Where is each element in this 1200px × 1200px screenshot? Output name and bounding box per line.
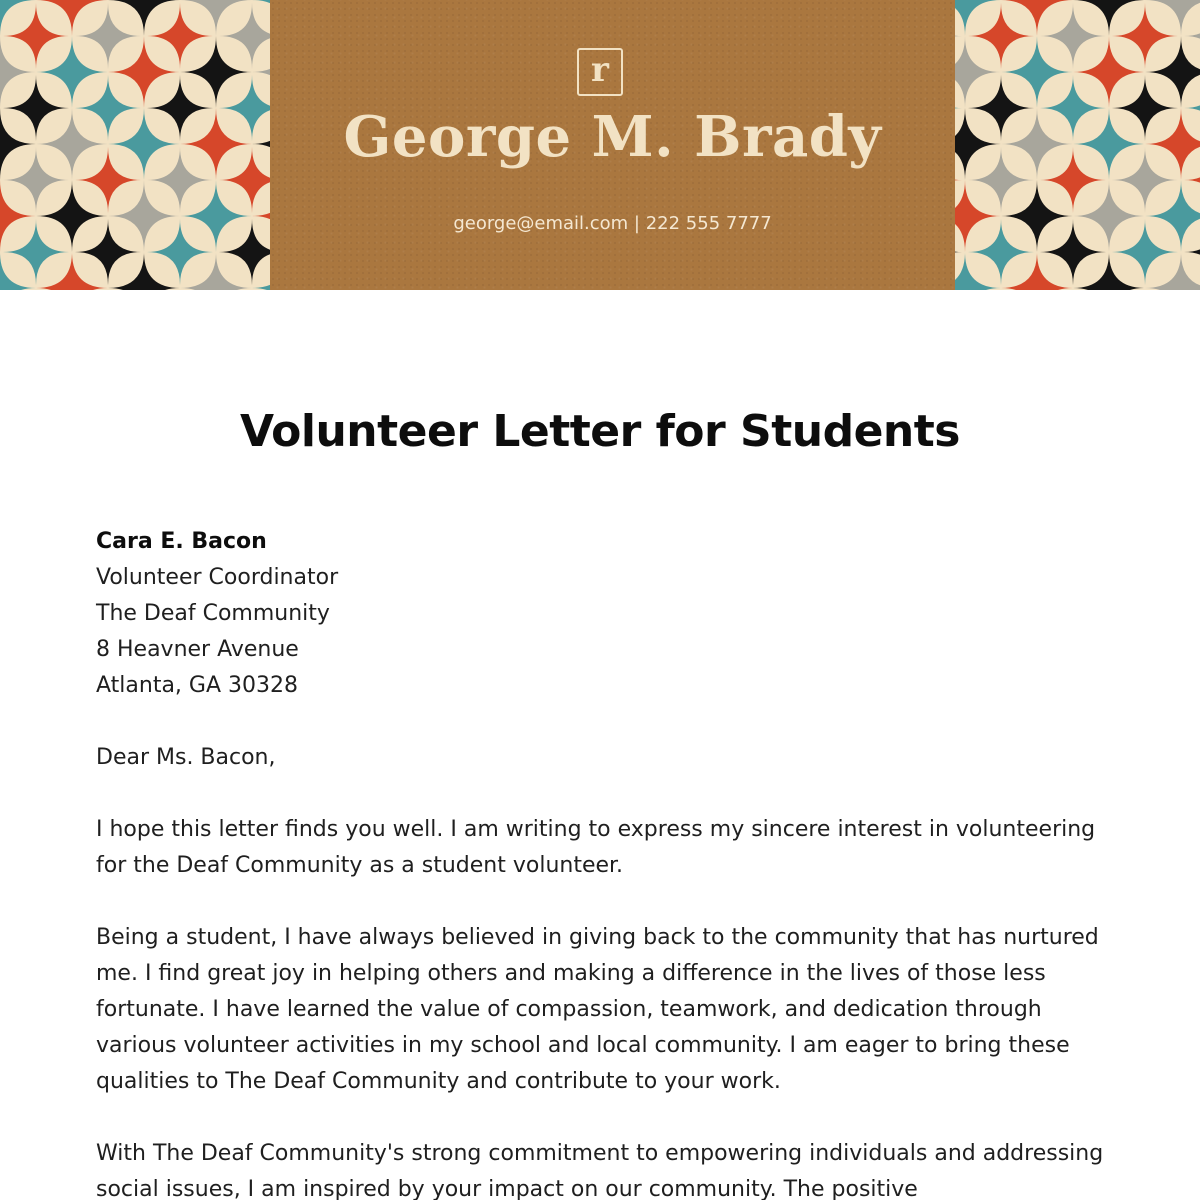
paragraph: With The Deaf Community's strong commitment to empowering individuals and addressing social issues, I am inspired by your impact on our community. The positive bbox=[96, 1141, 1104, 1200]
logo-letter: r bbox=[591, 50, 609, 90]
paragraph: I hope this letter finds you well. I am writing to express my sincere interest in volunteering for the Deaf Community as a student volunteer. bbox=[96, 817, 1096, 878]
paragraph: Being a student, I have always believed in giving back to the community that has nurtured me. I find great joy in helping others and making a difference in the lives of those less fortunate. I have learned the value of compassion, teamwork, and dedication through various volunteer activities in my school and local community. I am eager to bring these qualities to The Deaf Community and contribute to your work. bbox=[96, 925, 1099, 1094]
salutation: Dear Ms. Bacon, bbox=[96, 745, 276, 770]
decorative-pattern-left bbox=[0, 0, 270, 290]
sender-contact: george@email.com | 222 555 7777 bbox=[453, 213, 772, 234]
letterhead-panel bbox=[270, 0, 955, 290]
geometric-pattern-graphic bbox=[0, 0, 270, 290]
logo-icon bbox=[577, 48, 623, 96]
letter-body bbox=[96, 524, 1106, 1200]
sender-name: George M. Brady bbox=[343, 104, 882, 170]
document-title: Volunteer Letter for Students bbox=[240, 406, 960, 457]
decorative-pattern-right bbox=[955, 0, 1200, 290]
recipient-name: Cara E. Bacon bbox=[96, 529, 267, 554]
letterhead-banner bbox=[0, 0, 1200, 290]
recipient-city: Atlanta, GA 30328 bbox=[96, 673, 298, 698]
recipient-street: 8 Heavner Avenue bbox=[96, 637, 299, 662]
recipient-organization: The Deaf Community bbox=[96, 601, 330, 626]
recipient-title: Volunteer Coordinator bbox=[96, 565, 339, 590]
recipient-address bbox=[96, 524, 1106, 704]
geometric-pattern-graphic bbox=[955, 0, 1200, 290]
